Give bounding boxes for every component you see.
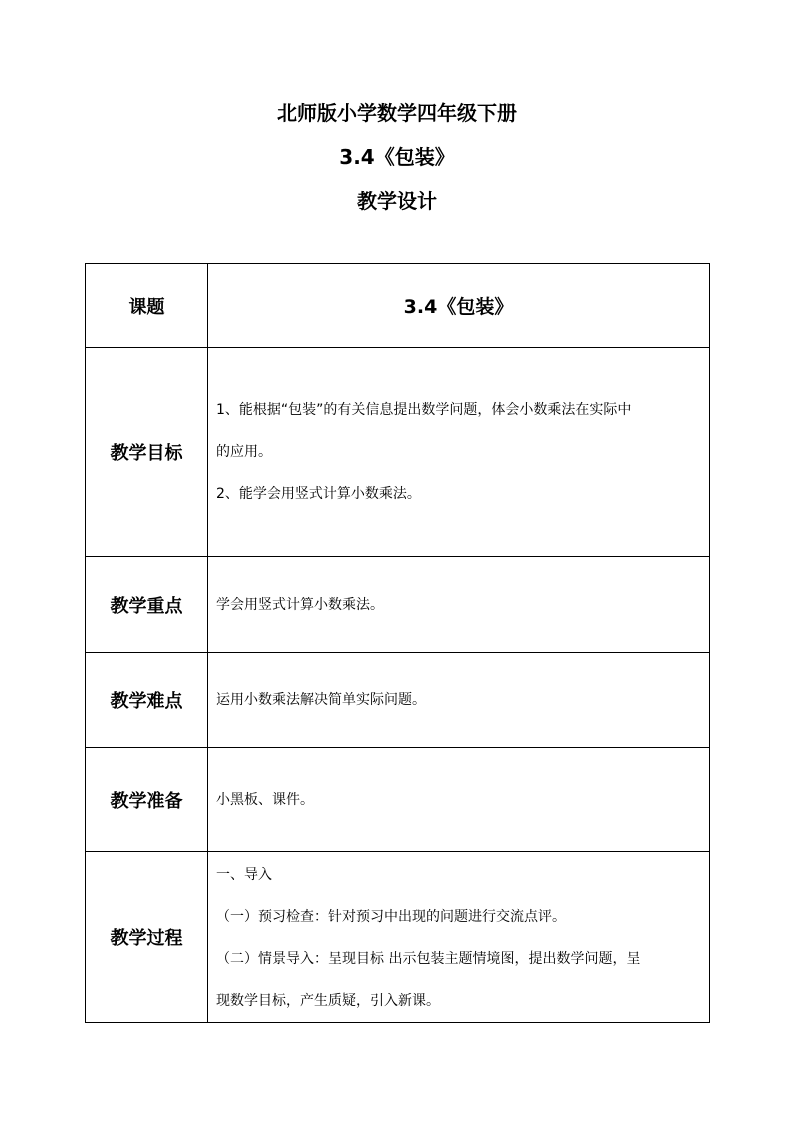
table-row-key-points	[86, 557, 710, 653]
goals-line: 的应用。	[216, 444, 272, 460]
table-row-topic	[86, 264, 710, 348]
title-grade-line: 北师版小学数学四年级下册	[277, 101, 517, 125]
preparation-value: 小黑板、课件。	[208, 748, 710, 852]
title-lesson-line: 3.4《包装》	[339, 145, 455, 169]
key-points-value: 学会用竖式计算小数乘法。	[208, 557, 710, 653]
table-row-difficulties	[86, 653, 710, 748]
process-content	[208, 852, 710, 1023]
process-label: 教学过程	[86, 852, 208, 1023]
preparation-label: 教学准备	[86, 748, 208, 852]
goals-label: 教学目标	[86, 348, 208, 557]
title-design-line: 教学设计	[357, 189, 437, 213]
process-line: （二）情景导入：呈现目标 出示包装主题情境图，提出数学问题，呈	[216, 951, 641, 967]
table-row-goals	[86, 348, 710, 557]
key-points-label: 教学重点	[86, 557, 208, 653]
difficulties-label: 教学难点	[86, 653, 208, 748]
process-line: 现数学目标，产生质疑，引入新课。	[216, 993, 440, 1009]
process-line: （一）预习检查：针对预习中出现的问题进行交流点评。	[216, 909, 566, 925]
document-title	[0, 103, 794, 235]
process-line: 一、导入	[216, 867, 272, 883]
goals-line: 1、能根据“包装”的有关信息提出数学问题，体会小数乘法在实际中	[216, 402, 632, 418]
goals-line: 2、能学会用竖式计算小数乘法。	[216, 486, 421, 502]
difficulties-value: 运用小数乘法解决简单实际问题。	[208, 653, 710, 748]
table-row-process	[86, 852, 710, 1023]
topic-value: 3.4《包装》	[208, 264, 710, 348]
table-row-preparation	[86, 748, 710, 852]
goals-content	[208, 348, 710, 557]
topic-label: 课题	[86, 264, 208, 348]
lesson-plan-table	[85, 263, 710, 1023]
